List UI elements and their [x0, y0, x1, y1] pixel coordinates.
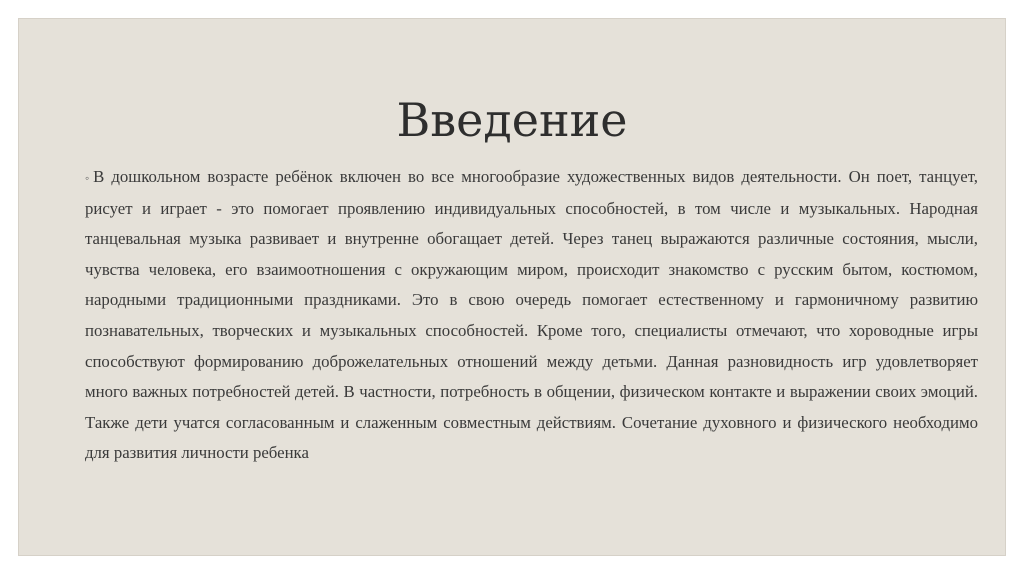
bullet-icon: ◦: [85, 171, 93, 185]
slide-title: Введение: [396, 93, 628, 147]
slide: [18, 18, 1006, 556]
slide-body-text: [85, 162, 978, 469]
paragraph-text: В дошкольном возрасте ребёнок включен во все многообразие художественных видов деятельности. Он поет, танцует, рисует и играет - это помогает проявлению индивидуальных способностей, в том числе и музыкальных. Народная танцевальная музыка развивает и внутренне обогащает детей. Через танец выражаются различные состояния, мысли, чувства человека, его взаимоотношения с окружающим миром, происходит знакомство с русским бытом, костюмом, народными традиционными праздниками. Это в свою очередь помогает естественному и гармоничному развитию познавательных, творческих и музыкальных способностей. Кроме того, специалисты отмечают, что хороводные игры способствуют формированию доброжелательных отношений между детьми. Данная разновидность игр удовлетворяет много важных потребностей детей. В частности, потребность в общении, физическом контакте и выражении своих эмоций. Также дети учатся согласованным и слаженным совместным действиям. Сочетание духовного и физического необходимо для развития личности ребенка: [85, 167, 978, 463]
